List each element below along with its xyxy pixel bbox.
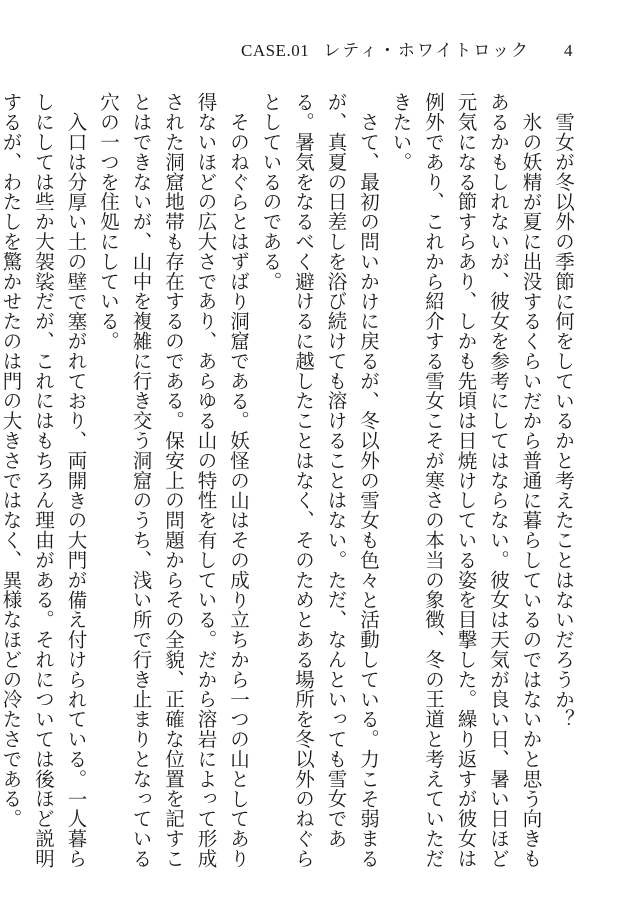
running-header — [241, 36, 573, 61]
page-number: 4 — [564, 41, 573, 60]
chapter-title: レティ・ホワイトロック — [323, 41, 530, 61]
paragraph: 入口は分厚い土の壁で塞がれており、両開きの大門が備え付けられている。一人暮らしにしては些か大袈裟だが、これにはもちろん理由がある。それについては後ほど説明するが、わたしを驚かせたのは門の大きさではなく、異様なほどの冷たさである。 — [0, 92, 88, 869]
case-label: CASE.01 — [240, 41, 310, 60]
paragraph: そのねぐらとはずばり洞窟である。妖怪の山はその成り立ちから一つの山としてあり得ないほどの広大さであり、あらゆる山の特性を有している。だから溶岩によって形成された洞窟地帯も存在するのである。保安上の問題からその全貌、正確な位置を記すことはできないが、山中を複雑に行き交う洞窟のうち、浅い所で行き止まりとなっている穴の一つを住処にしている。 — [97, 92, 250, 869]
body-text — [0, 92, 579, 872]
paragraph: 雪女が冬以外の季節に何をしているかと考えたことはないだろうか？ — [552, 111, 575, 729]
paragraph: さて、最初の問いかけに戻るが、冬以外の雪女も色々と活動している。力こそ弱まるが、真夏の日差しを浴び続けても溶けることはない。ただ、なんといっても雪女である。暑気をなるべく避けるに越したことはなく、そのためとある場所を冬以外のねぐらとしているのである。 — [259, 92, 380, 869]
paragraph: 氷の妖精が夏に出没するくらいだから普通に暮らしているのではないかと思う向きもあるかもしれないが、彼女を参考にしてはならない。彼女は天気が良い日、暑い日ほど元気になる節すらあり、しかも先頃は日焼けしている姿を目撃した。繰り返すが彼女は例外であり、これから紹介する雪女こそが寒さの本当の象徴、冬の王道と考えていただきたい。 — [389, 92, 543, 869]
